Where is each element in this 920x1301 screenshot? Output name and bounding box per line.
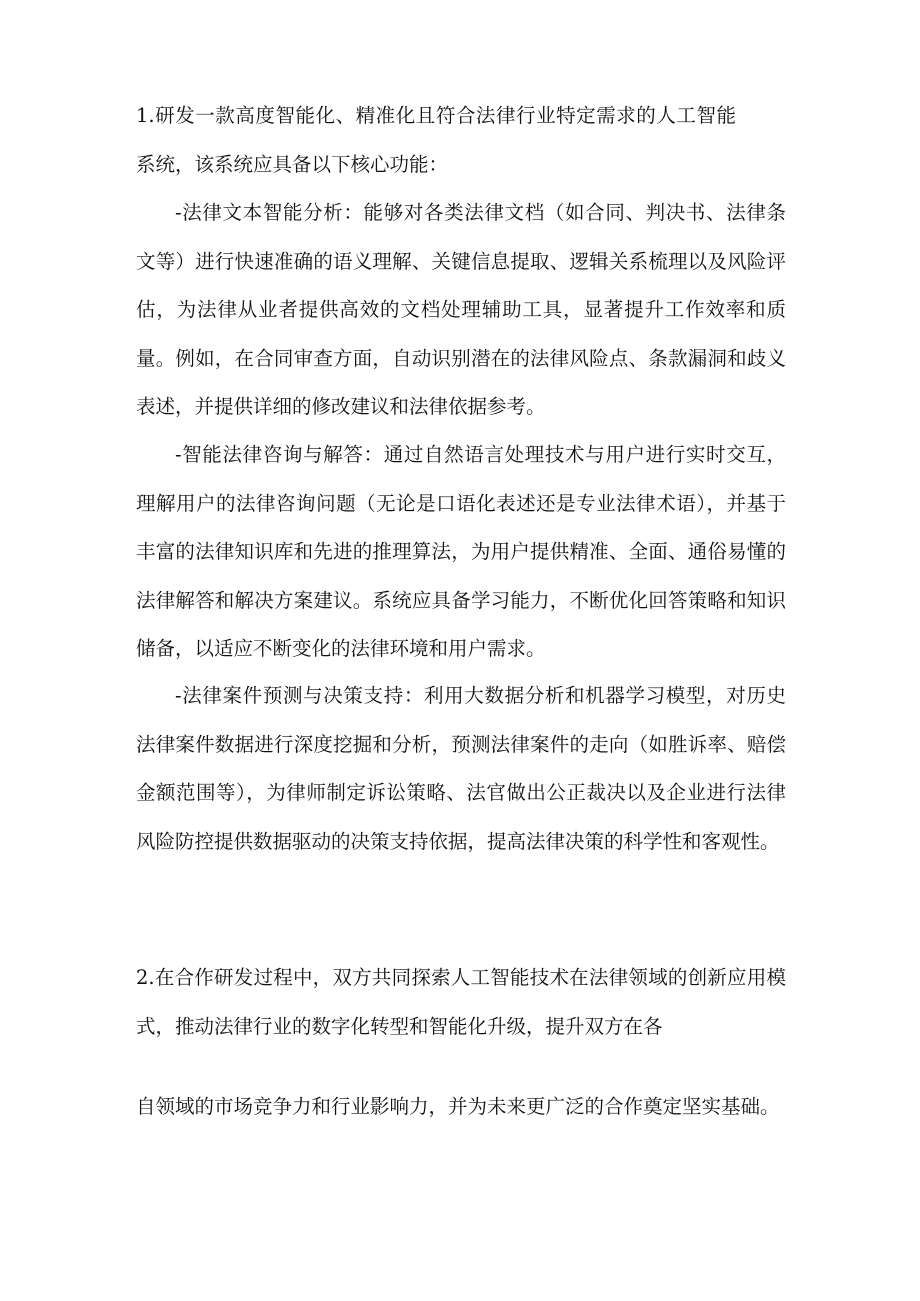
feature-case-prediction: -法律案件预测与决策支持：利用大数据分析和机器学习模型，对历史法律案件数据进行深度挖掘和分析，预测法律案件的走向（如胜诉率、赔偿金额范围等），为律师制定诉讼策略、法官做出公正裁决以及企业进行法律风险防控提供数据驱动的决策支持依据，提高法律决策的科学性和客观性。 xyxy=(136,684,786,853)
section-2-continuation: 自领域的市场竞争力和行业影响力，并为未来更广泛的合作奠定坚实基础。 xyxy=(136,1095,780,1118)
feature-text-analysis: -法律文本智能分析：能够对各类法律文档（如合同、判决书、法律条文等）进行快速准确的语义理解、关键信息提取、逻辑关系梳理以及风险评估，为法律从业者提供高效的文档处理辅助工具，显著提升工作效率和质量。例如，在合同审查方面，自动识别潜在的法律风险点、条款漏洞和歧义表述，并提供详细的修改建议和法律依据参考。 xyxy=(136,201,786,418)
section-2-text: 2.在合作研发过程中，双方共同探索人工智能技术在法律领域的创新应用模式，推动法律行业的数字化转型和智能化升级，提升双方在各 xyxy=(136,966,786,1038)
section-1-intro: 1.研发一款高度智能化、精准化且符合法律行业特定需求的人工智能系统，该系统应具备以下核心功能： xyxy=(136,104,736,176)
feature-legal-consulting: -智能法律咨询与解答：通过自然语言处理技术与用户进行实时交互，理解用户的法律咨询问题（无论是口语化表述还是专业法律术语），并基于丰富的法律知识库和先进的推理算法，为用户提供精准、全面、通俗易懂的法律解答和解决方案建议。系统应具备学习能力，不断优化回答策略和知识储备，以适应不断变化的法律环境和用户需求。 xyxy=(136,443,786,660)
